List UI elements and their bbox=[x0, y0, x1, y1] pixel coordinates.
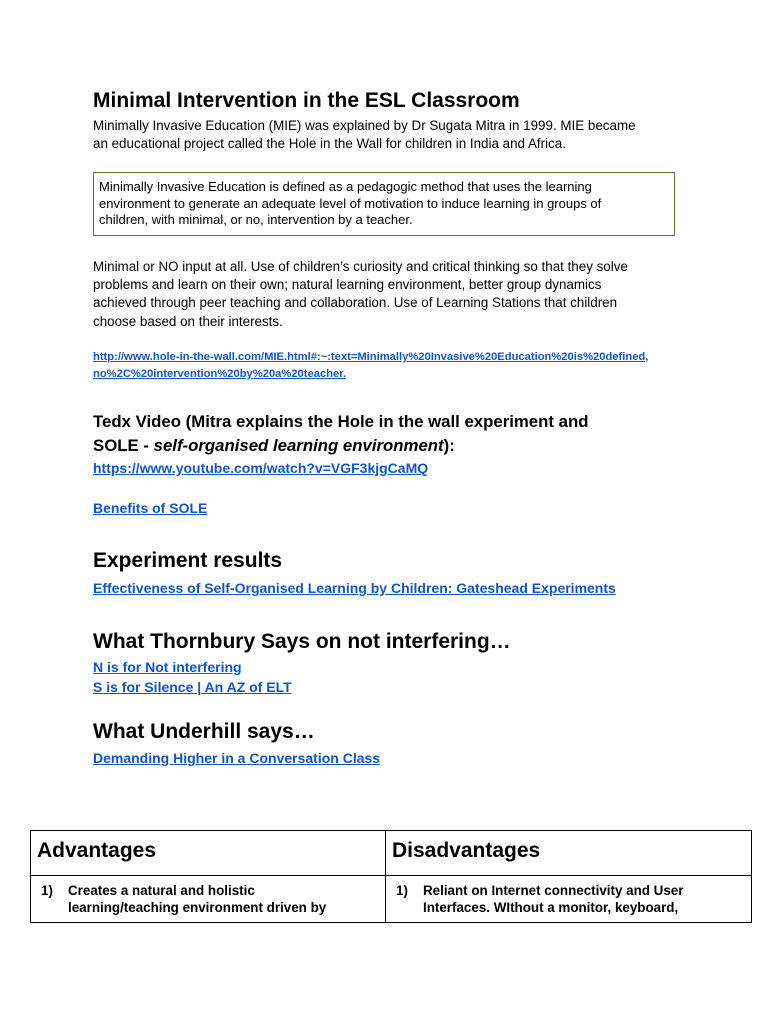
tedx-heading-suffix: ): bbox=[443, 436, 455, 455]
sole-expansion: self-organised learning environment bbox=[153, 436, 444, 455]
paragraph-line: choose based on their interests. bbox=[93, 313, 283, 329]
intro-line: an educational project called the Hole in the Wall for children in India and Africa. bbox=[93, 136, 566, 151]
experiment-heading: Experiment results bbox=[93, 549, 283, 572]
list-item bbox=[392, 882, 745, 916]
table-header-row bbox=[31, 831, 752, 876]
list-number: 1) bbox=[41, 883, 53, 898]
intro-paragraph bbox=[93, 117, 683, 153]
list-text bbox=[68, 882, 379, 916]
advantages-disadvantages-table bbox=[30, 830, 752, 923]
disadvantage-cell bbox=[386, 876, 752, 923]
list-text bbox=[423, 882, 745, 916]
list-item bbox=[37, 882, 379, 916]
underhill-heading: What Underhill says… bbox=[93, 720, 315, 743]
definition-line: environment to generate an adequate level of motivation to induce learning in groups of bbox=[99, 195, 602, 211]
mie-url-line[interactable]: http://www.hole-in-the-wall.com/MIE.html#:~:text=Minimally%20Invasive%20Education%20is%20defined, bbox=[93, 351, 649, 363]
definition-line: Minimally Invasive Education is defined as a pedagogic method that uses the learning bbox=[99, 179, 592, 194]
tedx-section bbox=[93, 410, 588, 478]
disadvantage-line: Interfaces. WIthout a monitor, keyboard, bbox=[423, 900, 679, 915]
advantage-cell bbox=[31, 876, 386, 923]
demanding-higher-link[interactable]: Demanding Higher in a Conversation Class bbox=[93, 750, 381, 766]
list-number: 1) bbox=[396, 883, 408, 898]
thornbury-heading: What Thornbury Says on not interfering… bbox=[93, 630, 511, 653]
definition-line: children, with minimal, or no, intervention by a teacher. bbox=[99, 212, 413, 227]
silence-az-elt-link[interactable]: S is for Silence | An AZ of ELT bbox=[93, 679, 292, 695]
table-row bbox=[31, 876, 752, 923]
intro-line: Minimally Invasive Education (MIE) was explained by Dr Sugata Mitra in 1999. MIE became bbox=[93, 118, 636, 133]
tedx-heading-line-2 bbox=[93, 434, 588, 458]
advantage-line: learning/teaching environment driven by bbox=[68, 900, 327, 915]
benefits-of-sole-link[interactable]: Benefits of SOLE bbox=[93, 500, 208, 516]
sole-label: SOLE - bbox=[93, 436, 154, 455]
not-interfering-link[interactable]: N is for Not interfering bbox=[93, 659, 242, 675]
paragraph-line: achieved through peer teaching and collaboration. Use of Learning Stations that children bbox=[93, 295, 618, 311]
youtube-link[interactable]: https://www.youtube.com/watch?v=VGF3kjgCaMQ bbox=[93, 460, 429, 476]
advantages-header: Advantages bbox=[31, 831, 386, 876]
advantage-line: Creates a natural and holistic bbox=[68, 883, 255, 898]
paragraph-line: problems and learn on their own; natural learning environment, better group dynamics bbox=[93, 277, 602, 293]
tedx-heading-line: Tedx Video (Mitra explains the Hole in the wall experiment and bbox=[93, 412, 589, 431]
page-title: Minimal Intervention in the ESL Classroom bbox=[93, 89, 520, 112]
definition-box bbox=[93, 172, 675, 236]
gateshead-experiments-link[interactable]: Effectiveness of Self-Organised Learning by Children: Gateshead Experiments bbox=[93, 580, 616, 596]
paragraph-line: Minimal or NO input at all. Use of children’s curiosity and critical thinking so that they solve bbox=[93, 259, 628, 274]
mie-url-link[interactable] bbox=[93, 349, 648, 383]
disadvantages-header: Disadvantages bbox=[386, 831, 752, 876]
description-paragraph bbox=[93, 258, 628, 331]
disadvantage-line: Reliant on Internet connectivity and User bbox=[423, 883, 684, 898]
mie-url-line[interactable]: no%2C%20intervention%20by%20a%20teacher. bbox=[93, 368, 347, 380]
